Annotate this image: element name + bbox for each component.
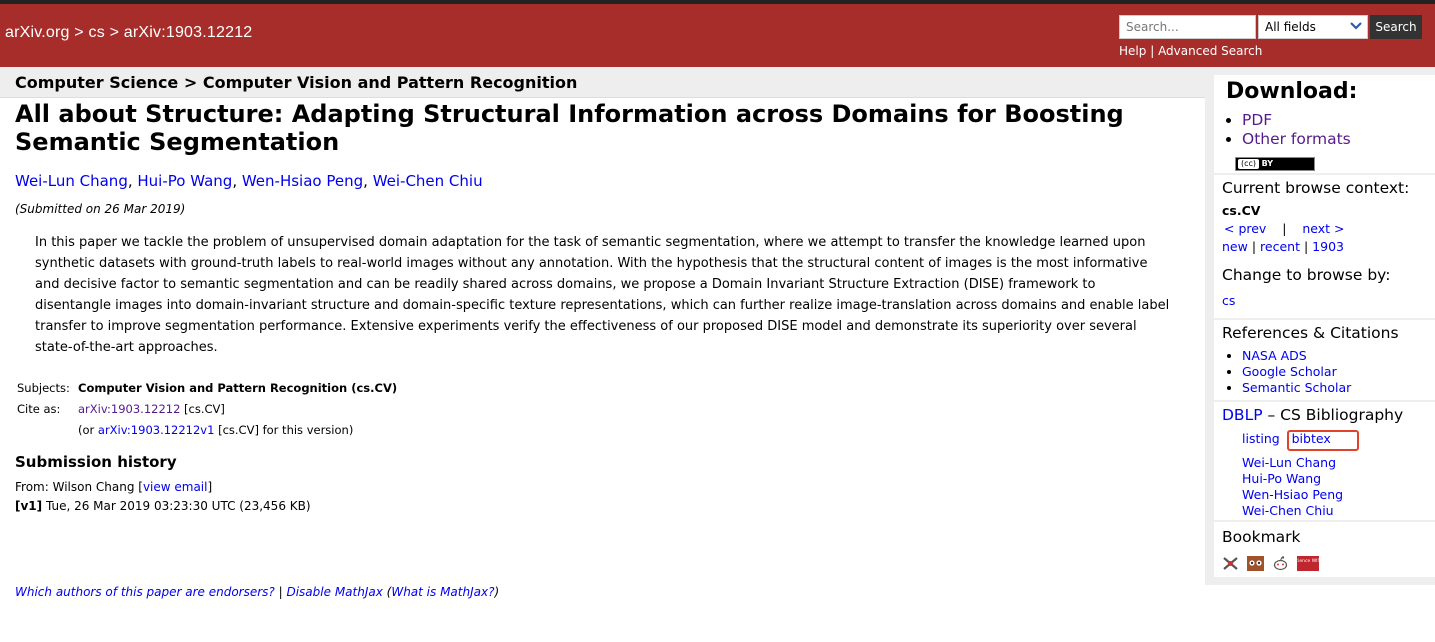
dblp-subtitle: – CS Bibliography: [1262, 406, 1404, 424]
footer-links: [15, 585, 499, 599]
recent-link[interactable]: recent: [1260, 239, 1300, 254]
bookmark-box: [1214, 522, 1435, 577]
footer-sep: |: [274, 585, 287, 599]
dblp-author-link[interactable]: Wen-Hsiao Peng: [1242, 487, 1344, 502]
sidebar: [1205, 67, 1435, 585]
site-header: [0, 4, 1435, 67]
download-box: [1214, 75, 1435, 173]
google-scholar-link[interactable]: Google Scholar: [1242, 364, 1337, 379]
search-field-value: All fields: [1265, 20, 1316, 34]
breadcrumb-sep: >: [109, 24, 120, 41]
submission-history: [15, 478, 311, 516]
cite-id-link[interactable]: arXiv:1903.12212: [78, 402, 181, 416]
cite-v1-link[interactable]: arXiv:1903.12212v1: [97, 423, 215, 437]
bibsonomy-icon[interactable]: [1222, 556, 1239, 571]
subjects-label: Subjects:: [17, 381, 70, 395]
browse-context-title: Current browse context:: [1222, 179, 1410, 197]
cc-by-label: BY: [1261, 159, 1274, 168]
dblp-author-link[interactable]: Wei-Chen Chiu: [1242, 503, 1334, 518]
dblp-author-link[interactable]: Hui-Po Wang: [1242, 471, 1322, 486]
breadcrumb-arxiv[interactable]: arXiv.org: [5, 24, 70, 41]
nav-sep: |: [1282, 221, 1287, 236]
dblp-link[interactable]: DBLP: [1222, 406, 1263, 424]
other-formats-link[interactable]: Other formats: [1242, 130, 1351, 148]
abstract: In this paper we tackle the problem of unsupervised domain adaptation for the task of semantic segmentation, where we attempt to transfer the knowledge learned upon synthetic datasets with ground-truth labels to real-world images without any annotation. With the hypothesis that the structural content of images is the most informative and decisive factor to semantic segmentation and can be readily shared across domains, we propose a Domain Invariant Structure Extraction (DISE) framework to disentangle images into domain-invariant structure and domain-specific texture representations, which can further realize image-translation across domains and enable label transfer to improve segmentation performance. Extensive experiments verify the effectiveness of our proposed DISE model and demonstrate its superiority over several state-of-the-art approaches.: [35, 235, 1170, 355]
download-title: Download:: [1226, 79, 1358, 104]
year-link[interactable]: 1903: [1312, 239, 1344, 254]
download-list: [1222, 111, 1351, 149]
bibtex-link[interactable]: bibtex: [1291, 431, 1331, 446]
help-sep: |: [1150, 44, 1155, 58]
submission-date: (Submitted on 26 Mar 2019): [15, 202, 186, 216]
bibtex-highlight-box: [1287, 430, 1359, 451]
paper-title: All about Structure: Adapting Structural Information across Domains for Boosting Semantic Segmentation: [15, 100, 1124, 156]
references-list: [1222, 348, 1351, 396]
author-link[interactable]: Hui-Po Wang: [137, 172, 233, 190]
version-label: [v1]: [15, 499, 43, 513]
prev-next-nav: [1224, 221, 1345, 236]
new-link[interactable]: new: [1222, 239, 1248, 254]
view-email-link[interactable]: view email: [142, 480, 208, 494]
chevron-down-icon: [1349, 18, 1363, 32]
browse-context-value: cs.CV: [1222, 203, 1261, 218]
references-title: References & Citations: [1222, 324, 1399, 342]
paren-close: ): [494, 585, 500, 599]
version-info: Tue, 26 Mar 2019 03:23:30 UTC (23,456 KB): [42, 499, 311, 513]
browse-sep: |: [1303, 239, 1309, 254]
paren-open: (: [382, 585, 392, 599]
endorsers-link[interactable]: Which authors of this paper are endorsers?: [15, 585, 275, 599]
semantic-scholar-link[interactable]: Semantic Scholar: [1242, 380, 1352, 395]
browse-context-box: [1214, 175, 1435, 318]
help-link[interactable]: Help: [1119, 44, 1147, 58]
cc-license-badge[interactable]: [1235, 157, 1315, 171]
author-link[interactable]: Wei-Lun Chang: [15, 172, 128, 190]
disable-mathjax-link[interactable]: Disable MathJax: [286, 585, 383, 599]
search-field-select[interactable]: [1258, 15, 1368, 39]
browse-links: [1222, 239, 1344, 254]
breadcrumb-sep: >: [74, 24, 84, 41]
sciencewise-icon[interactable]: [1293, 556, 1324, 571]
advanced-search-link[interactable]: Advanced Search: [1158, 44, 1263, 58]
browse-cs-link[interactable]: cs: [1222, 293, 1236, 308]
cite-suffix: [cs.CV]: [180, 402, 225, 416]
cite-or: (or: [78, 423, 98, 437]
listing-link[interactable]: listing: [1242, 431, 1280, 446]
author-link[interactable]: Wei-Chen Chiu: [372, 172, 483, 190]
prev-link[interactable]: < prev: [1224, 221, 1267, 236]
from-prefix: From: Wilson Chang [: [15, 480, 143, 494]
breadcrumb-paper-id[interactable]: arXiv:1903.12212: [123, 24, 253, 41]
dblp-author-link[interactable]: Wei-Lun Chang: [1242, 455, 1337, 470]
cite-label: Cite as:: [17, 402, 61, 416]
bookmark-icons: [1222, 553, 1322, 572]
sciencewise-label: Science WISE: [1293, 559, 1324, 564]
dblp-title: [1222, 406, 1403, 424]
author-link[interactable]: Wen-Hsiao Peng: [241, 172, 364, 190]
what-is-mathjax-link[interactable]: What is MathJax?: [391, 585, 495, 599]
submission-history-title: Submission history: [15, 453, 177, 471]
change-browse-title: Change to browse by:: [1222, 266, 1391, 284]
dblp-box: [1214, 402, 1435, 520]
nasa-ads-link[interactable]: NASA ADS: [1242, 348, 1307, 363]
search-button[interactable]: Search: [1370, 15, 1422, 39]
breadcrumb: [5, 24, 252, 42]
breadcrumb-cs[interactable]: cs: [88, 24, 105, 41]
author-list: Wei-Lun Chang, Hui-Po Wang, Wen-Hsiao Peng, Wei-Chen Chiu: [15, 172, 483, 190]
next-link[interactable]: next >: [1302, 221, 1345, 236]
subject-header: [0, 67, 1205, 98]
from-suffix: ]: [207, 480, 213, 494]
search-input[interactable]: Search...: [1119, 15, 1256, 39]
cc-icon: (cc): [1238, 159, 1259, 169]
browse-sep: |: [1251, 239, 1257, 254]
help-links: [1119, 44, 1262, 58]
mendeley-icon[interactable]: [1247, 556, 1264, 571]
reddit-icon[interactable]: [1272, 556, 1289, 571]
bookmark-title: Bookmark: [1222, 528, 1301, 546]
references-box: [1214, 320, 1435, 400]
subjects-value: Computer Vision and Pattern Recognition (cs.CV): [78, 381, 398, 395]
pdf-link[interactable]: PDF: [1242, 111, 1273, 129]
dblp-author-list: [1242, 455, 1343, 519]
subject-breadcrumb: Computer Science > Computer Vision and Pattern Recognition: [15, 73, 578, 92]
cite-v1-suffix: [cs.CV] for this version): [214, 423, 354, 437]
